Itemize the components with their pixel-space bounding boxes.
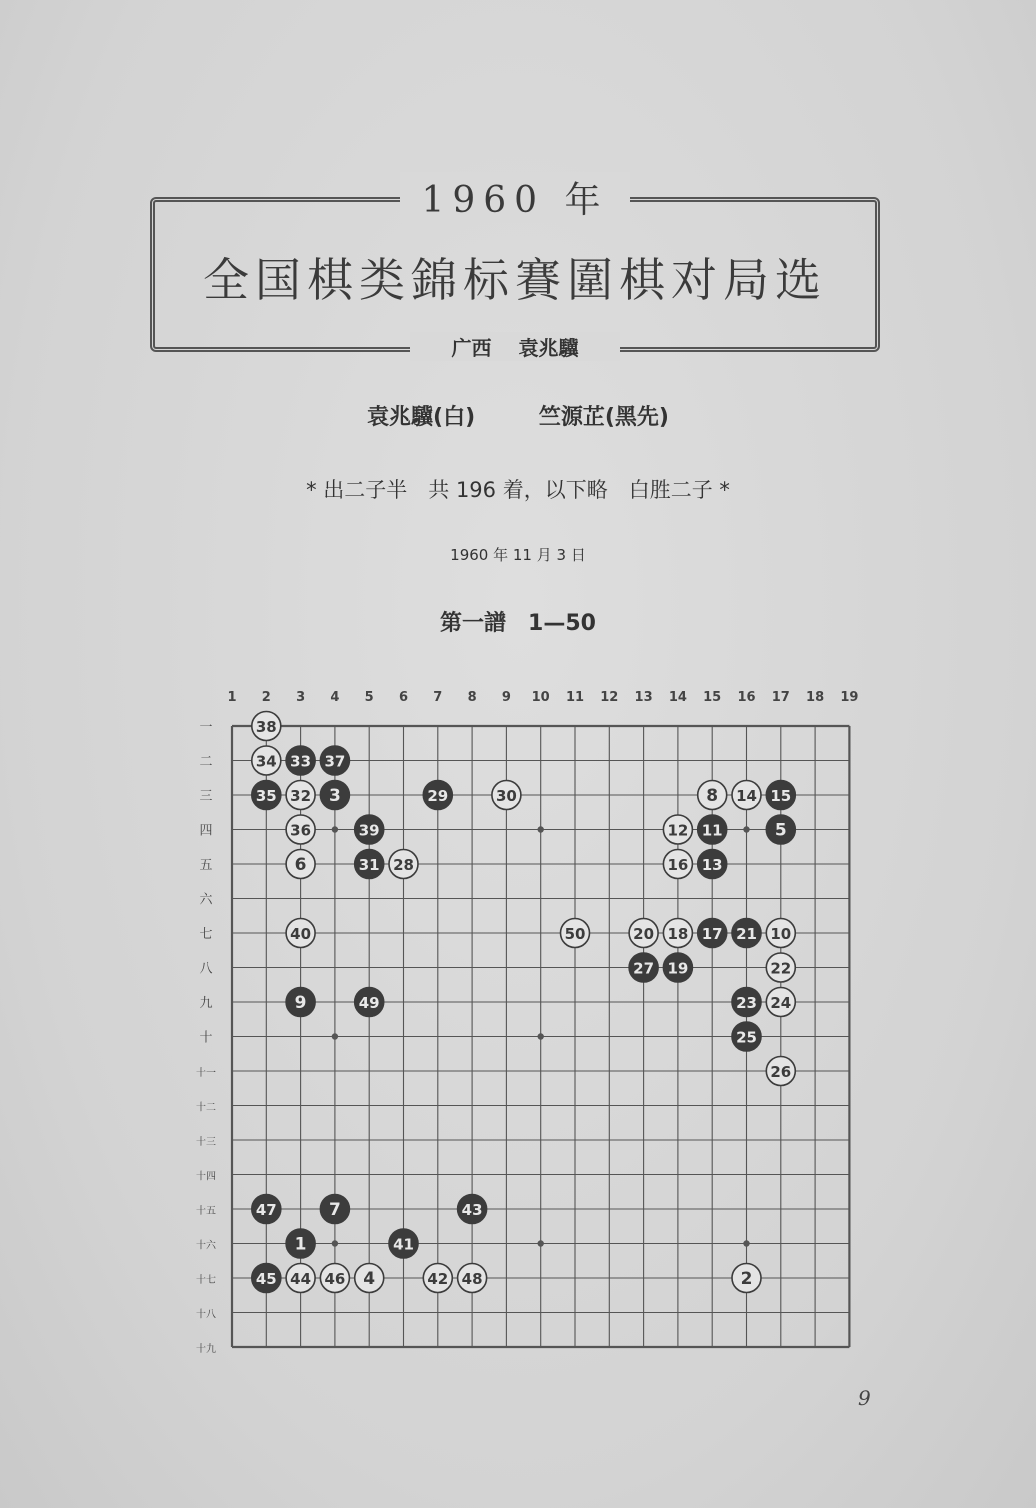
row-label: 十五 (196, 1206, 216, 1217)
move-number: 16 (667, 856, 689, 874)
row-label: 十三 (196, 1137, 216, 1148)
row-label: 五 (199, 858, 213, 873)
move-number: 44 (290, 1270, 312, 1288)
move-number: 11 (701, 821, 723, 840)
move-number: 17 (701, 925, 723, 943)
move-number: 42 (427, 1270, 449, 1288)
column-label: 14 (668, 690, 687, 705)
move-number: 9 (294, 993, 307, 1013)
column-label: 16 (737, 690, 756, 705)
author-line: 广西 袁兆驥 (410, 332, 620, 361)
move-number: 2 (740, 1269, 753, 1289)
column-label: 11 (565, 690, 585, 705)
star-point (743, 1240, 749, 1246)
star-point (332, 826, 338, 832)
move-number: 38 (255, 718, 277, 736)
move-number: 6 (294, 855, 307, 875)
row-label: 八 (199, 961, 213, 977)
move-number: 19 (667, 959, 689, 978)
row-label: 十二 (196, 1102, 216, 1114)
move-number: 43 (461, 1201, 483, 1219)
row-label: 九 (199, 996, 213, 1011)
column-label: 3 (296, 690, 306, 705)
column-label: 15 (703, 690, 722, 705)
move-number: 22 (770, 959, 792, 978)
column-label: 6 (398, 690, 409, 705)
column-label: 18 (806, 690, 825, 705)
row-label: 六 (199, 892, 213, 908)
column-label: 8 (467, 690, 477, 705)
column-label: 19 (840, 690, 859, 705)
row-label: 十 (199, 1030, 213, 1046)
move-number: 48 (461, 1270, 483, 1288)
move-number: 8 (706, 786, 719, 806)
move-number: 3 (328, 786, 341, 806)
move-number: 7 (328, 1200, 341, 1220)
row-label: 三 (199, 789, 213, 804)
move-number: 23 (736, 994, 757, 1012)
move-number: 5 (774, 820, 787, 841)
row-label: 十四 (196, 1171, 216, 1183)
move-number: 1 (294, 1234, 307, 1255)
move-number: 4 (363, 1269, 376, 1289)
column-label: 1 (227, 690, 237, 705)
move-number: 49 (358, 994, 380, 1012)
move-number: 41 (393, 1235, 414, 1254)
game-info: * 出二子半 共 196 着，以下略 白胜二子 * (306, 478, 730, 502)
row-label: 七 (199, 927, 213, 942)
column-label: 9 (501, 690, 511, 705)
game-date: 1960 年 11 月 3 日 (450, 546, 586, 564)
page-number: 9 (858, 1386, 871, 1410)
white-player: 袁兆驥(白) (367, 405, 476, 430)
column-label: 12 (600, 690, 619, 705)
row-label: 四 (199, 823, 213, 839)
move-number: 33 (290, 752, 312, 771)
row-label: 十八 (196, 1309, 216, 1321)
star-point (538, 826, 544, 832)
move-number: 30 (495, 787, 517, 805)
star-point (332, 1240, 338, 1246)
move-number: 21 (736, 925, 757, 943)
move-number: 45 (255, 1270, 277, 1288)
move-number: 20 (633, 925, 655, 943)
move-number: 29 (427, 787, 449, 805)
move-number: 46 (324, 1270, 346, 1288)
move-number: 26 (770, 1063, 792, 1081)
move-number: 40 (290, 925, 312, 943)
move-number: 25 (736, 1028, 757, 1047)
move-number: 37 (324, 752, 346, 771)
move-number: 15 (770, 787, 792, 805)
move-number: 12 (667, 821, 689, 840)
move-number: 34 (255, 752, 277, 771)
row-label: 一 (199, 720, 213, 735)
move-number: 50 (564, 925, 586, 943)
column-label: 4 (330, 690, 340, 705)
row-label: 十六 (196, 1240, 216, 1252)
column-label: 2 (261, 690, 271, 705)
star-point (743, 826, 749, 832)
column-label: 7 (433, 690, 443, 705)
move-number: 13 (701, 856, 723, 874)
move-number: 31 (358, 856, 380, 874)
move-number: 18 (667, 925, 689, 943)
move-number: 47 (255, 1201, 277, 1219)
black-player: 竺源芷(黑先) (538, 405, 669, 430)
move-number: 27 (633, 959, 655, 978)
row-label: 二 (199, 754, 213, 770)
row-label: 十九 (196, 1344, 216, 1355)
title-year: 1960 年 (400, 172, 630, 223)
move-number: 36 (290, 821, 312, 840)
move-number: 35 (255, 787, 277, 805)
main-title: 全国棋类錦标賽圍棋对局选 (203, 253, 827, 307)
move-number: 32 (290, 787, 312, 805)
move-number: 28 (393, 856, 414, 874)
move-number: 14 (736, 787, 757, 805)
column-label: 5 (364, 690, 374, 705)
move-number: 24 (770, 994, 792, 1012)
move-number: 10 (770, 925, 792, 943)
row-label: 十一 (196, 1068, 216, 1079)
star-point (538, 1033, 544, 1039)
column-label: 17 (771, 690, 790, 705)
column-label: 13 (634, 690, 653, 705)
record-title: 第一譜 1—50 (440, 611, 596, 636)
move-number: 39 (358, 821, 380, 840)
star-point (332, 1033, 338, 1039)
star-point (538, 1240, 544, 1246)
column-label: 10 (531, 690, 550, 705)
row-label: 十七 (196, 1275, 216, 1286)
